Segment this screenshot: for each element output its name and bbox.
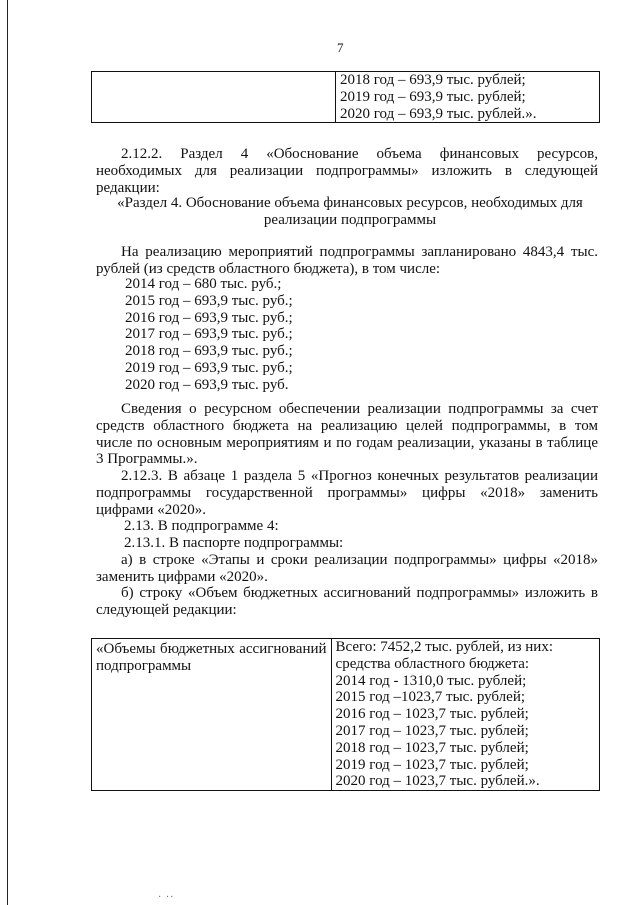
list-item: 2019 год – 693,9 тыс. руб.;	[125, 359, 293, 376]
budget-allocation-table	[91, 638, 600, 791]
subprogram-4-heading: 2.13. В подпрограмме 4:	[124, 518, 279, 534]
budget-year-line: 2016 год – 1023,7 тыс. рублей;	[335, 706, 529, 723]
budget-year-line: 2019 год – 693,9 тыс. рублей;	[339, 88, 526, 105]
resource-info-paragraph: Сведения о ресурсном обеспечении реализации подпрограммы за счет средств областного бюджета на реализацию целей подпрограммы, в том числе по основным мероприятиям и по годам реализации, указаны в таблице 3 Программы.».	[96, 401, 598, 468]
list-item: 2020 год – 693,9 тыс. руб.	[125, 376, 289, 393]
list-item: 2015 год – 693,9 тыс. руб.;	[125, 292, 293, 309]
budget-year-line: 2014 год - 1310,0 тыс. рублей;	[335, 672, 527, 689]
table-row	[92, 72, 600, 123]
budget-total-line: Всего: 7452,2 тыс. рублей, из них:	[335, 639, 553, 655]
item-a-paragraph: а) в строке «Этапы и сроки реализации подпрограммы» цифры «2018» заменить цифрами «2020».	[96, 552, 598, 585]
list-item: 2017 год – 693,9 тыс. руб.;	[125, 326, 293, 343]
list-item: 2014 год – 680 тыс. руб.;	[125, 276, 282, 292]
paragraph-2122: 2.12.2. Раздел 4 «Обоснование объема финансовых ресурсов, необходимых для реализации подпрограммы» изложить в следующей редакции:	[96, 146, 598, 196]
paragraph-2123: 2.12.3. В абзаце 1 раздела 5 «Прогноз конечных результатов реализации подпрограммы государственной программы» цифры «2018» заменить цифрами «2020».	[96, 468, 598, 518]
planned-funding-paragraph: На реализацию мероприятий подпрограммы запланировано 4843,4 тыс. рублей (из средств областного бюджета), в том числе:	[96, 244, 598, 277]
list-item: 2016 год – 693,9 тыс. руб.;	[125, 309, 293, 326]
budget-table-top	[91, 71, 600, 123]
budget-year-line: 2015 год –1023,7 тыс. рублей;	[335, 689, 526, 706]
footer-mark: · ··	[158, 892, 175, 903]
table-empty-cell	[92, 72, 336, 123]
page-border-line	[7, 0, 8, 905]
section-heading: «Раздел 4. Обоснование объема финансовых ресурсов, необходимых для реализации подпрограммы	[117, 195, 583, 228]
budget-year-line: 2020 год – 1023,7 тыс. рублей.».	[335, 773, 540, 790]
budget-allocation-label: «Объемы бюджетных ассигнований подпрограммы	[96, 641, 327, 674]
budget-year-line: 2018 год – 693,9 тыс. рублей;	[339, 72, 526, 88]
budget-year-line: 2018 год – 1023,7 тыс. рублей;	[335, 739, 529, 756]
table-row	[92, 639, 600, 791]
year-funding-list	[125, 276, 293, 394]
page-number: 7	[337, 40, 344, 55]
item-b-paragraph: б) строку «Объем бюджетных ассигнований подпрограммы» изложить в следующей редакции:	[96, 585, 598, 618]
table-label-cell	[92, 639, 332, 791]
budget-source-line: средства областного бюджета:	[335, 655, 530, 672]
table-values-cell	[331, 639, 599, 791]
list-item: 2018 год – 693,9 тыс. руб.;	[125, 343, 293, 360]
budget-year-line: 2017 год – 1023,7 тыс. рублей;	[335, 722, 529, 739]
passport-heading: 2.13.1. В паспорте подпрограммы:	[124, 535, 344, 551]
budget-year-line: 2020 год – 693,9 тыс. рублей.».	[339, 105, 537, 122]
budget-year-line: 2019 год – 1023,7 тыс. рублей;	[335, 756, 529, 773]
table-budget-years-cell	[335, 72, 599, 123]
